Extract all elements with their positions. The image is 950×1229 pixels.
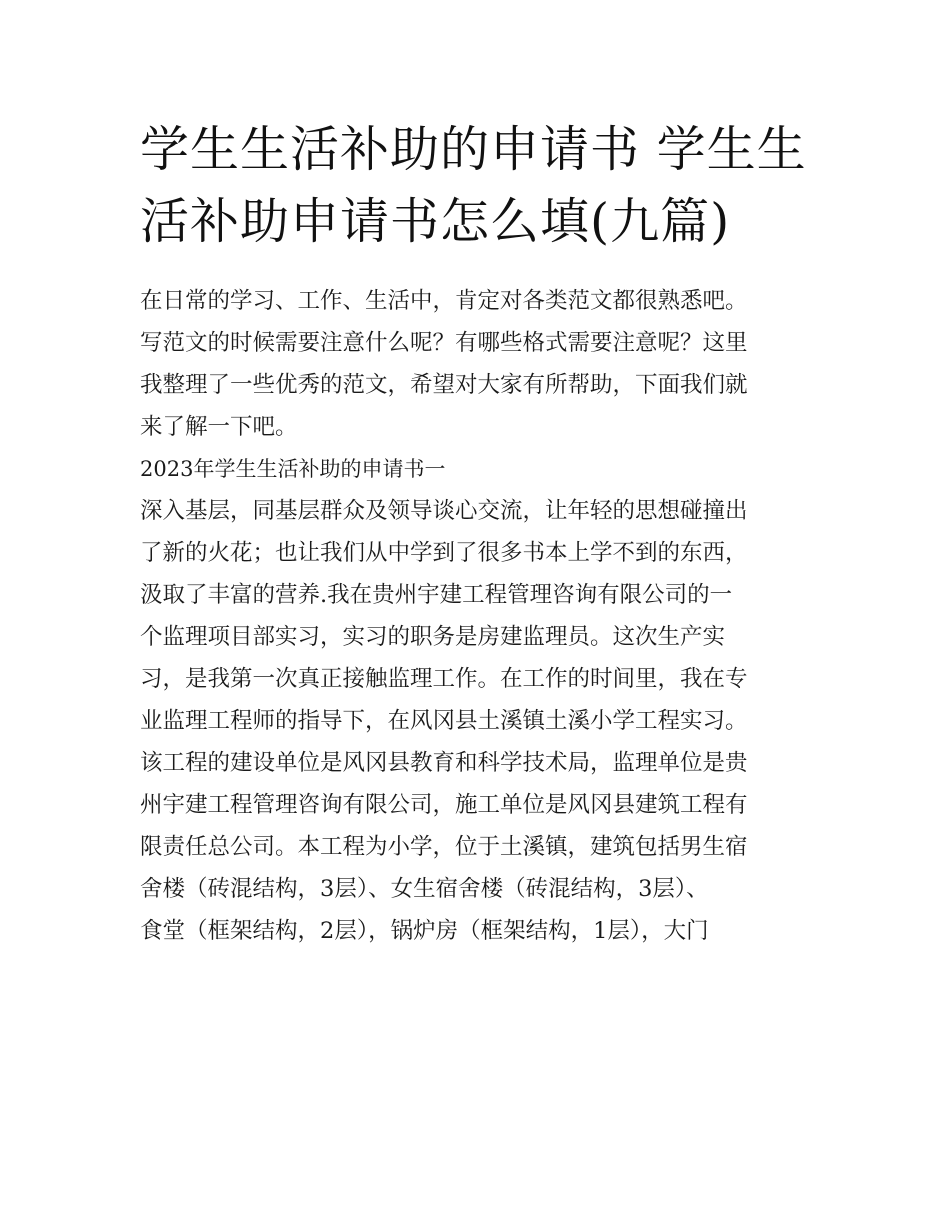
document-body <box>140 280 820 952</box>
body-line: 了新的火花；也让我们从中学到了很多书本上学不到的东西， <box>140 540 748 566</box>
body-line: 个监理项目部实习，实习的职务是房建监理员。这次生产实 <box>140 624 726 650</box>
document-title <box>140 114 820 258</box>
body-line: 限责任总公司。本工程为小学，位于土溪镇，建筑包括男生宿 <box>140 834 748 860</box>
section-heading: 2023年学生生活补助的申请书一 <box>140 457 446 481</box>
body-line: 汲取了丰富的营养.我在贵州宇建工程管理咨询有限公司的一 <box>140 582 733 608</box>
intro-line: 我整理了一些优秀的范文，希望对大家有所帮助，下面我们就 <box>140 372 748 398</box>
intro-line: 在日常的学习、工作、生活中，肯定对各类范文都很熟悉吧。 <box>140 288 748 314</box>
title-line: 学生生活补助的申请书 学生生 <box>140 121 807 178</box>
title-line: 活补助申请书怎么填(九篇) <box>140 193 731 250</box>
body-line: 食堂（框架结构，2层），锅炉房（框架结构，1层），大门 <box>140 918 709 944</box>
body-line: 该工程的建设单位是风冈县教育和科学技术局，监理单位是贵 <box>140 750 748 776</box>
body-line: 州宇建工程管理咨询有限公司，施工单位是风冈县建筑工程有 <box>140 792 748 818</box>
body-line: 习，是我第一次真正接触监理工作。在工作的时间里，我在专 <box>140 666 748 692</box>
intro-line: 来了解一下吧。 <box>140 414 298 440</box>
body-line: 舍楼（砖混结构，3层）、女生宿舍楼（砖混结构，3层）、 <box>140 876 709 902</box>
body-line: 业监理工程师的指导下，在风冈县土溪镇土溪小学工程实习。 <box>140 708 748 734</box>
body-line: 深入基层，同基层群众及领导谈心交流，让年轻的思想碰撞出 <box>140 498 748 524</box>
intro-line: 写范文的时候需要注意什么呢？有哪些格式需要注意呢？这里 <box>140 330 748 356</box>
